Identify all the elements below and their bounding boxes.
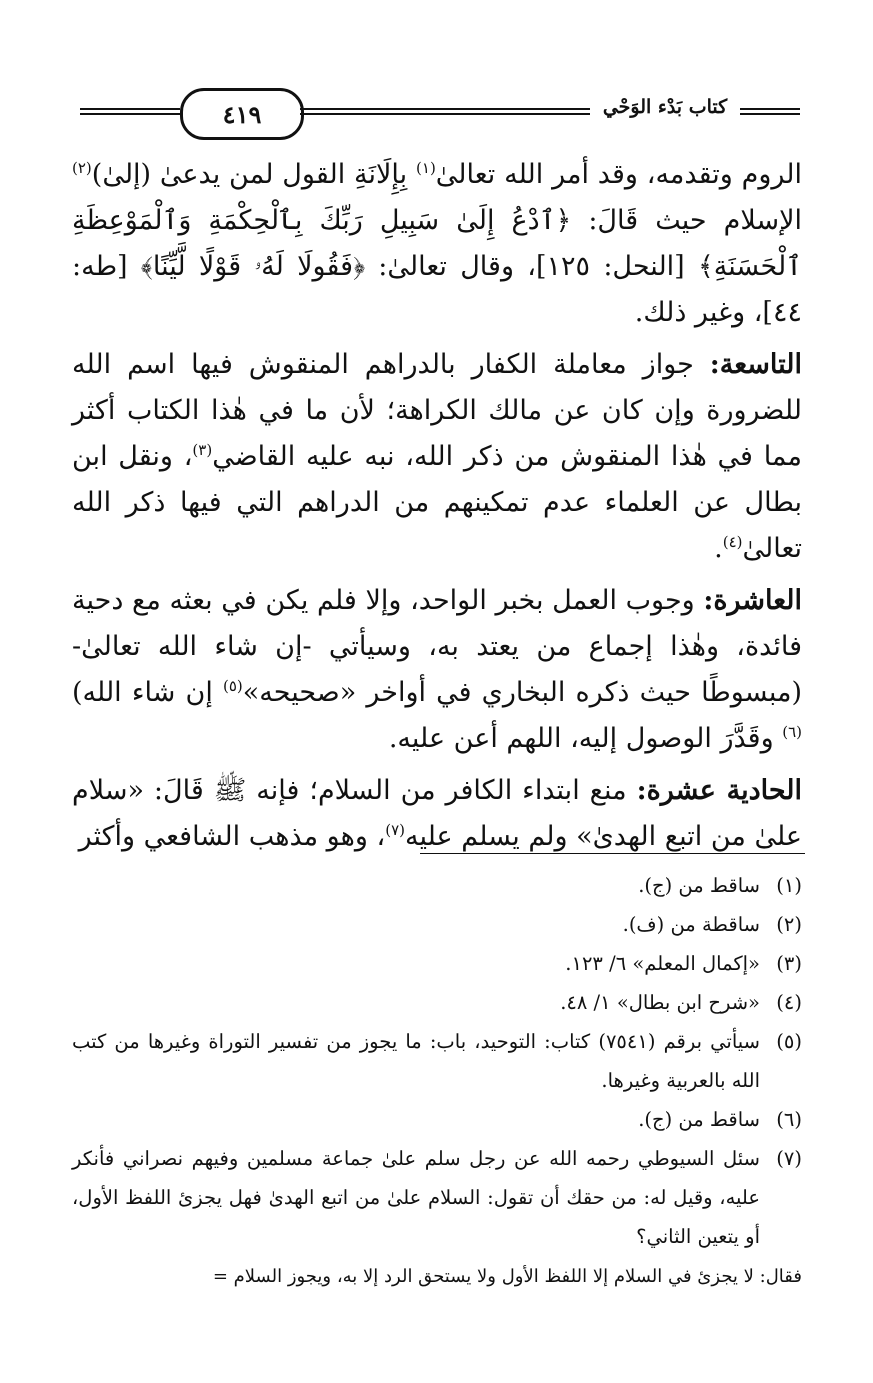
footnote-divider	[420, 853, 805, 854]
paragraph-heading: التاسعة:	[709, 349, 802, 380]
footnote-ref-5: (٥)	[222, 677, 243, 695]
footnote-text: ساقطة من (ف).	[622, 913, 760, 936]
footnote-ref-3: (٣)	[192, 441, 213, 459]
paragraph-3: العاشرة: وجوب العمل بخبر الواحد، وإلا فلم يكن في بعثه مع دحية فائدة، وهٰذا إجماع من يعتد به، وسيأتي -إن شاء الله تعالىٰ- (مبسوطًا حيث ذكره البخاري في أواخر «صحيحه»$^{(٥)}$ إن شاء الله)$^{(٦)}$ وقَدَّرَ الوصول إليه، اللهم أعن عليه.	[72, 585, 802, 754]
footnote-text: «إكمال المعلم» ٦/ ١٢٣.	[565, 952, 760, 975]
main-text	[72, 152, 802, 866]
footnote-text: ساقط من (ج).	[638, 1108, 760, 1131]
footnote-number: (٥)	[776, 1030, 802, 1053]
paragraph-1: الروم وتقدمه، وقد أمر الله تعالىٰ$^{(١)}$ بِإِلَانَةِ القول لمن يدعىٰ (إلىٰ)$^{(٢)}$ الإسلام حيث قَالَ: ﴿ٱدْعُ إِلَىٰ سَبِيلِ رَبِّكَ بِٱلْحِكْمَةِ وَٱلْمَوْعِظَةِ ٱلْحَسَنَةِ﴾ [النحل: ١٢٥]، وقال تعالىٰ: ﴿فَقُولَا لَهُۥ قَوْلًا لَّيِّنًا﴾ [طه: ٤٤]، وغير ذلك.	[72, 159, 802, 328]
footnote-ref-2: (٢)	[72, 159, 92, 177]
book-title: كتاب بَدْء الوَحْي	[602, 96, 728, 118]
footnote-item	[72, 905, 802, 944]
paragraph-4: الحادية عشرة: منع ابتداء الكافر من السلام؛ فإنه ﷺ قَالَ: «سلام علىٰ من اتبع الهدىٰ» ولم يسلم عليه$^{(٧)}$، وهو مذهب الشافعي وأكثر	[72, 775, 802, 852]
footnote-text: «شرح ابن بطال» ١/ ٤٨.	[560, 991, 760, 1014]
footnote-number: (٣)	[776, 952, 802, 975]
footnote-item	[72, 983, 802, 1022]
footnote-item	[72, 1139, 802, 1256]
footnote-ref-1: (١)	[416, 159, 436, 177]
page-number: ٤١٩	[180, 88, 304, 140]
footnote-item	[72, 1022, 802, 1100]
header-rule-right	[740, 108, 800, 115]
footnote-ref-7: (٧)	[385, 821, 405, 839]
footnote-number: (٧)	[776, 1147, 802, 1170]
footnote-item	[72, 1100, 802, 1139]
paragraph-heading: العاشرة:	[703, 585, 802, 616]
footnote-number: (٤)	[776, 991, 802, 1014]
footnote-text: سئل السيوطي رحمه الله عن رجل سلم علىٰ جماعة مسلمين وفيهم نصراني فأنكر عليه، وقيل له: من حقك أن تقول: السلام علىٰ من اتبع الهدىٰ فهل يجزئ اللفظ الأول، أو يتعين الثاني؟	[72, 1147, 760, 1248]
footnote-item	[72, 944, 802, 983]
footnotes	[72, 866, 802, 1294]
footnote-ref-4: (٤)	[722, 533, 743, 551]
page-header	[70, 88, 802, 148]
footnote-number: (٢)	[776, 913, 802, 936]
header-rule-left	[80, 108, 180, 115]
footnote-text: سيأتي برقم (٧٥٤١) كتاب: التوحيد، باب: ما يجوز من تفسير التوراة وغيرها من كتب الله بالعربية وغيرها.	[72, 1030, 761, 1092]
footnote-number: (٦)	[776, 1108, 802, 1131]
footnote-continuation: فقال: لا يجزئ في السلام إلا اللفظ الأول ولا يستحق الرد إلا به، ويجوز السلام =	[212, 1266, 802, 1287]
paragraph-2: التاسعة: جواز معاملة الكفار بالدراهم المنقوش فيها اسم الله للضرورة وإن كان عن مالك الكراهة؛ لأن ما في هٰذا الكتاب أكثر مما في هٰذا المنقوش من ذكر الله، نبه عليه القاضي$^{(٣)}$، ونقل ابن بطال عن العلماء عدم تمكينهم من الدراهم التي فيها ذكر الله تعالىٰ$^{(٤)}$.	[72, 349, 802, 564]
header-rule-middle	[300, 108, 590, 115]
paragraph-heading: الحادية عشرة:	[636, 775, 802, 806]
footnote-number: (١)	[776, 874, 802, 897]
footnote-text: ساقط من (ج).	[638, 874, 760, 897]
footnote-item	[72, 866, 802, 905]
footnote-ref-6: (٦)	[782, 723, 802, 741]
